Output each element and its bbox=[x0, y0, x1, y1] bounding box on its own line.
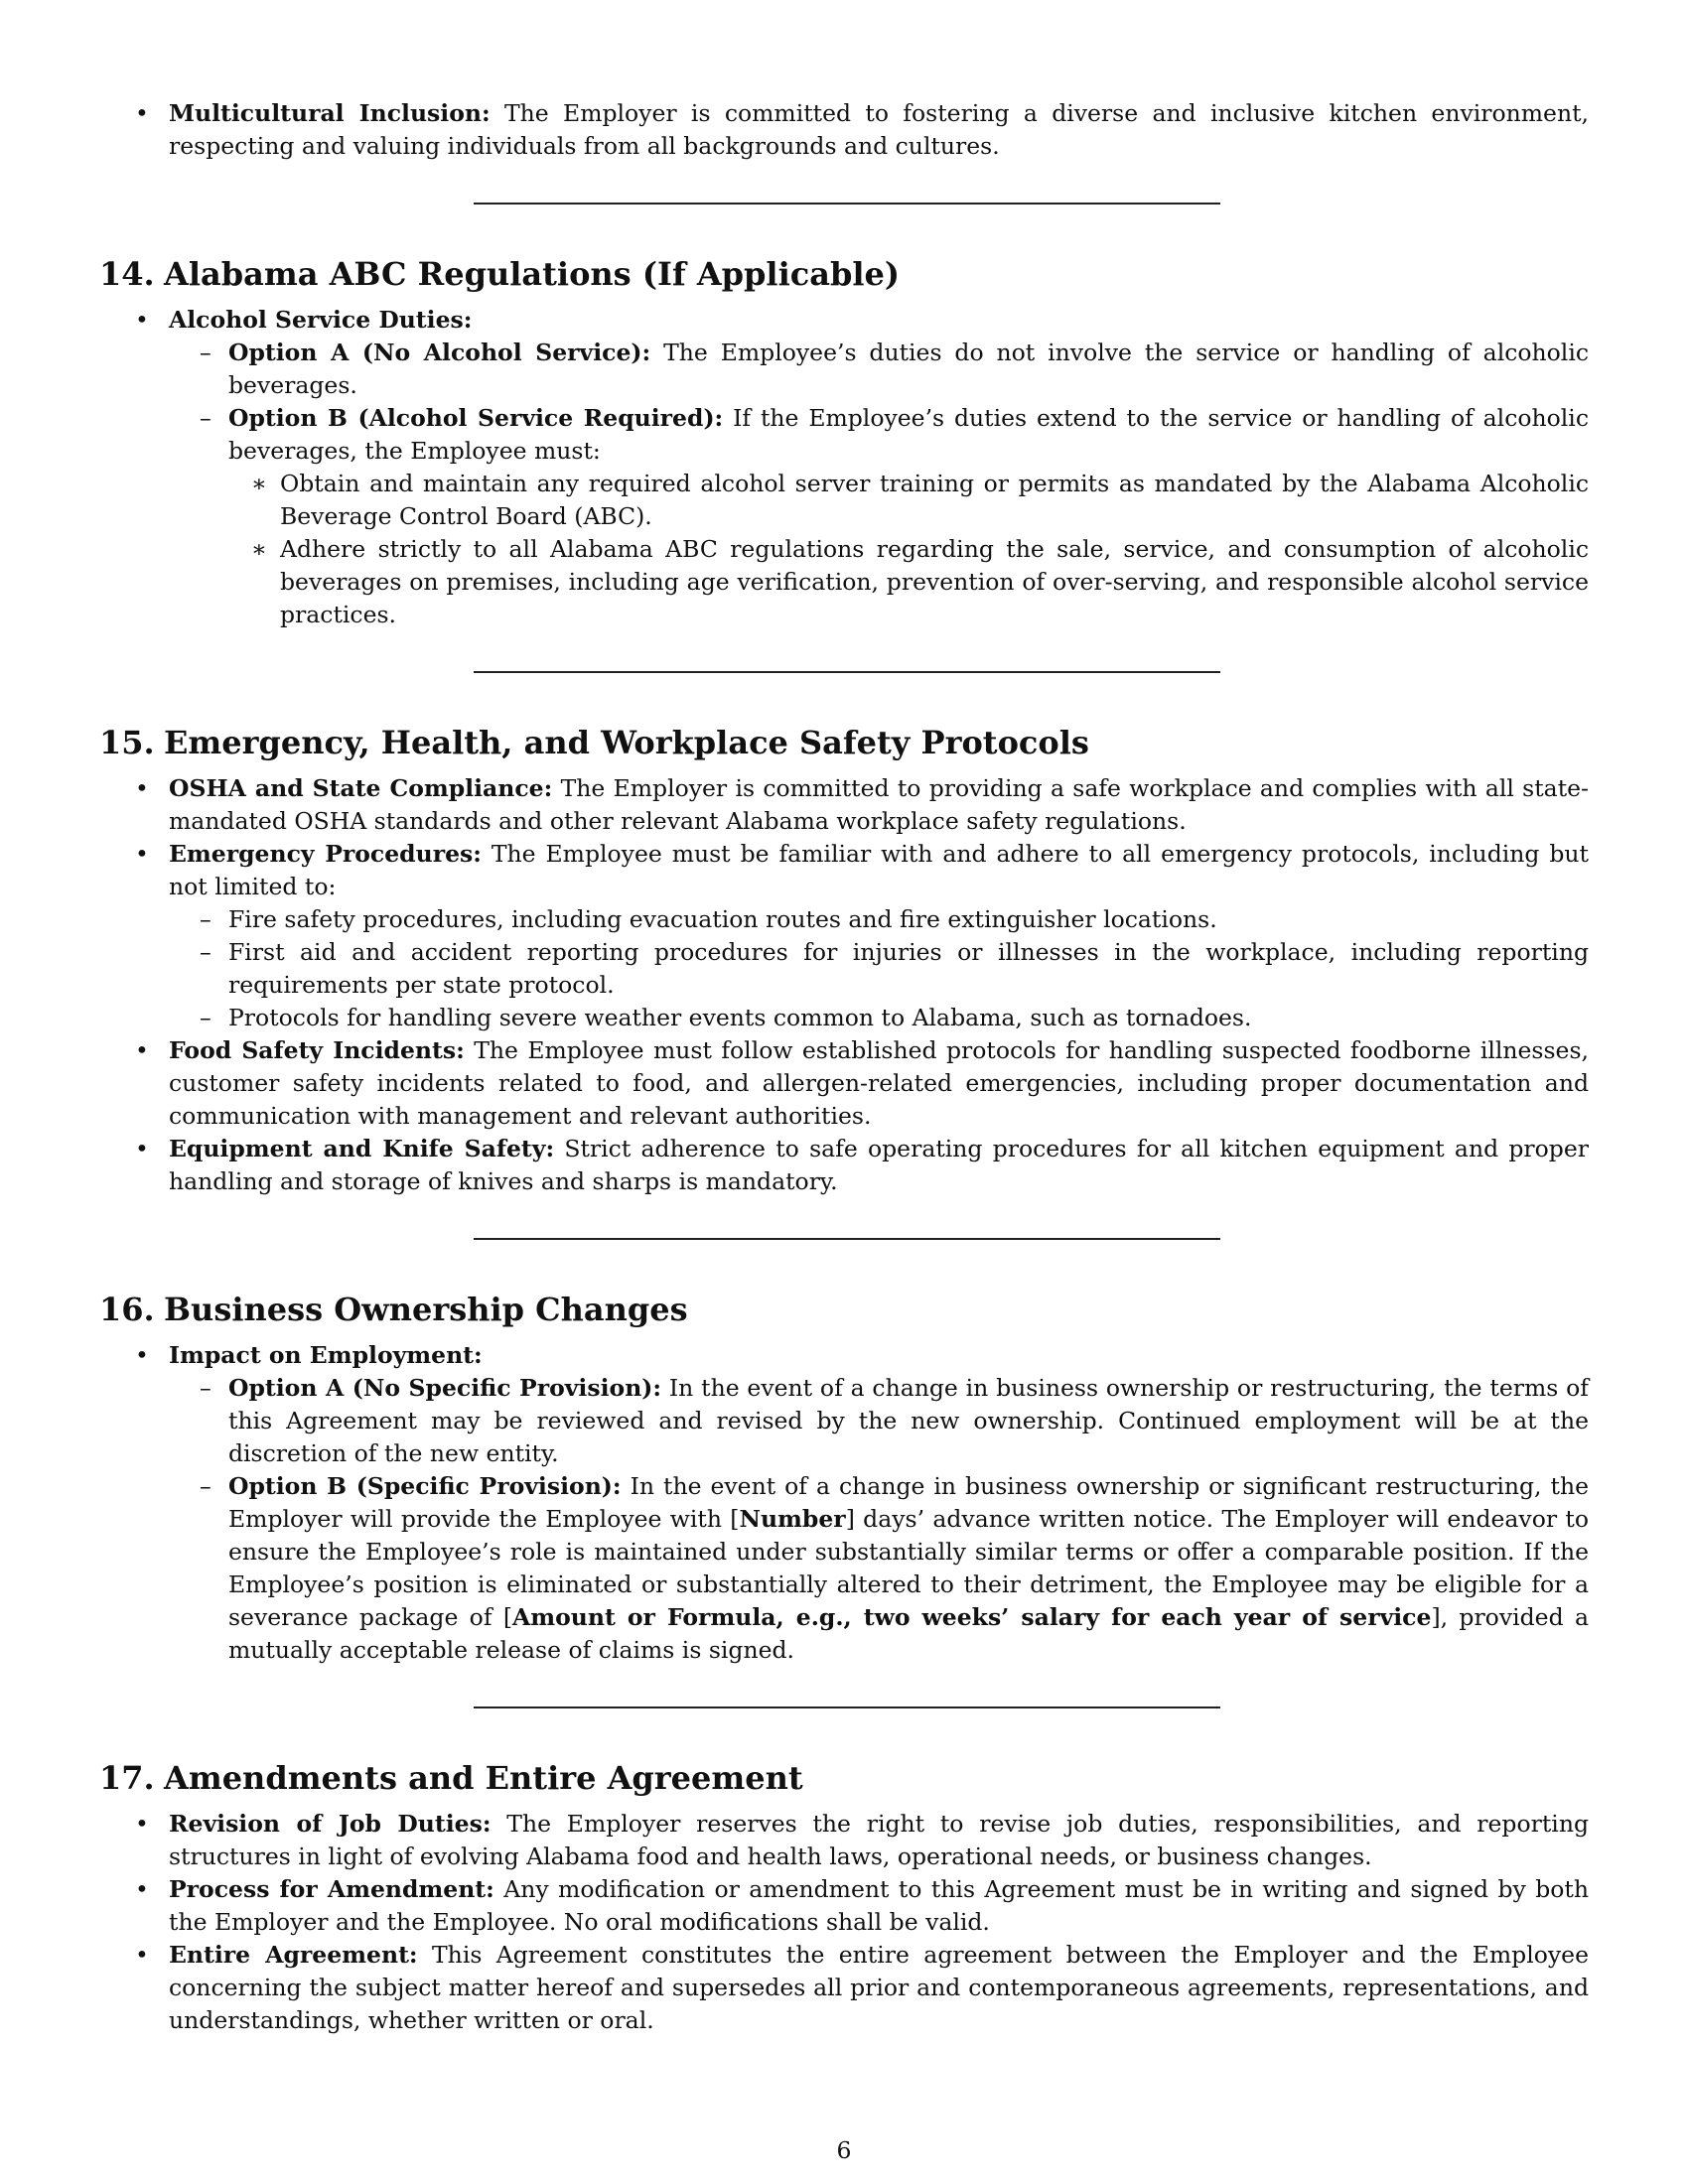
item-label: Process for Amendment: bbox=[169, 1875, 494, 1903]
item-text: In the event of a change in business ownership or significant restructuring, the Employer will provide the Employee with [ bbox=[228, 1472, 1589, 1533]
list-item bbox=[169, 337, 1589, 402]
item-text: In the event of a change in business ownership or restructuring, the terms of this Agreement may be reviewed and revised by the new ownership. Continued employment will be at the discretion of the new entity. bbox=[228, 1374, 1589, 1467]
section-number: 15. bbox=[99, 724, 155, 761]
item-label: Impact on Employment: bbox=[169, 1341, 483, 1369]
placeholder-amount: Amount or Formula, e.g., two weeks’ salary for each year of service bbox=[512, 1603, 1432, 1631]
item-label: Revision of Job Duties: bbox=[169, 1810, 492, 1838]
list-item bbox=[99, 1873, 1589, 1939]
list-item: – Fire safety procedures, including evacuation routes and fire extinguisher locations. bbox=[169, 903, 1589, 936]
list-item: – First aid and accident reporting procedures for injuries or illnesses in the workplace, including reporting requirements per state protocol. bbox=[169, 936, 1589, 1002]
item-label: Entire Agreement: bbox=[169, 1941, 418, 1969]
item-label: Option B (Alcohol Service Required): bbox=[228, 404, 724, 432]
item-text: The Employee’s duties do not involve the service or handling of alcoholic beverages. bbox=[228, 339, 1589, 399]
multicultural-list bbox=[99, 97, 1589, 163]
list-item bbox=[99, 772, 1589, 838]
list-item bbox=[169, 1372, 1589, 1470]
section-number: 16. bbox=[99, 1291, 155, 1328]
section-divider bbox=[474, 203, 1220, 205]
item-text: The Employee must follow established protocols for handling suspected foodborne illnesses, customer safety incidents related to food, and allergen-related emergencies, including proper documentation and communication with management and relevant authorities. bbox=[169, 1036, 1589, 1130]
list-item bbox=[99, 1034, 1589, 1133]
list-item bbox=[99, 1939, 1589, 2037]
section-heading bbox=[99, 254, 1589, 294]
section-17-list bbox=[99, 1808, 1589, 2037]
item-text: The Employer is committed to providing a safe workplace and complies with all state-mandated OSHA standards and other relevant Alabama workplace safety regulations. bbox=[169, 774, 1589, 835]
page-number: 6 bbox=[836, 2136, 852, 2164]
list-item bbox=[99, 838, 1589, 1034]
requirement-list bbox=[228, 468, 1589, 631]
section-17 bbox=[99, 1758, 1589, 2037]
list-item: ∗ Obtain and maintain any required alcohol server training or permits as mandated by the Alabama Alcoholic Beverage Control Board (ABC). bbox=[228, 468, 1589, 533]
section-title: Alabama ABC Regulations (If Applicable) bbox=[164, 255, 900, 293]
section-15 bbox=[99, 723, 1589, 1198]
list-item bbox=[99, 1808, 1589, 1873]
placeholder-number: Number bbox=[739, 1505, 846, 1533]
section-14 bbox=[99, 254, 1589, 631]
section-divider bbox=[474, 1706, 1220, 1708]
section-divider bbox=[474, 1238, 1220, 1240]
section-heading bbox=[99, 1758, 1589, 1798]
section-16 bbox=[99, 1290, 1589, 1667]
list-item bbox=[99, 1339, 1589, 1667]
document-body bbox=[99, 97, 1589, 2037]
item-text: This Agreement constitutes the entire agreement between the Employer and the Employee concerning the subject matter hereof and supersedes all prior and contemporaneous agreements, representations, and understandings, whether written or oral. bbox=[169, 1941, 1589, 2034]
list-item bbox=[99, 1133, 1589, 1198]
item-text: The Employer reserves the right to revise job duties, responsibilities, and reporting structures in light of evolving Alabama food and health laws, operational needs, or business changes. bbox=[169, 1810, 1589, 1870]
section-15-list bbox=[99, 772, 1589, 1198]
list-item: – Protocols for handling severe weather events common to Alabama, such as tornadoes. bbox=[169, 1002, 1589, 1034]
option-list bbox=[169, 337, 1589, 631]
list-item bbox=[99, 97, 1589, 163]
list-item bbox=[99, 304, 1589, 631]
item-label: Option A (No Alcohol Service): bbox=[228, 339, 651, 366]
section-number: 14. bbox=[99, 255, 155, 293]
list-item: ∗ Adhere strictly to all Alabama ABC regulations regarding the sale, service, and consumption of alcoholic beverages on premises, including age verification, prevention of over-serving, and responsible alcohol service practices. bbox=[228, 533, 1589, 631]
item-label: Option B (Specific Provision): bbox=[228, 1472, 622, 1500]
item-label: Option A (No Specific Provision): bbox=[228, 1374, 662, 1402]
list-item bbox=[169, 402, 1589, 631]
section-number: 17. bbox=[99, 1759, 155, 1797]
section-title: Business Ownership Changes bbox=[164, 1291, 688, 1328]
item-label: Equipment and Knife Safety: bbox=[169, 1135, 555, 1162]
option-list bbox=[169, 1372, 1589, 1667]
item-text: ], provided a mutually acceptable release of claims is signed. bbox=[228, 1603, 1589, 1664]
section-heading bbox=[99, 723, 1589, 762]
list-item bbox=[169, 1470, 1589, 1667]
item-label: OSHA and State Compliance: bbox=[169, 774, 553, 802]
item-label: Multicultural Inclusion: bbox=[169, 99, 491, 127]
item-text: Strict adherence to safe operating procedures for all kitchen equipment and proper handling and storage of knives and sharps is mandatory. bbox=[169, 1135, 1589, 1195]
section-divider bbox=[474, 671, 1220, 673]
item-label: Food Safety Incidents: bbox=[169, 1036, 465, 1064]
item-text: The Employee must be familiar with and adhere to all emergency protocols, including but not limited to: bbox=[169, 840, 1589, 900]
section-title: Emergency, Health, and Workplace Safety Protocols bbox=[164, 724, 1089, 761]
section-14-list bbox=[99, 304, 1589, 631]
item-label: Alcohol Service Duties: bbox=[169, 306, 473, 334]
item-text: ] days’ advance written notice. The Employer will endeavor to ensure the Employee’s role is maintained under substantially similar terms or offer a comparable position. If the Employee’s position is eliminated or substantially altered to their detriment, the Employee may be eligible for a severance package of [ bbox=[228, 1505, 1590, 1631]
item-text: The Employer is committed to fostering a diverse and inclusive kitchen environment, respecting and valuing individuals from all backgrounds and cultures. bbox=[169, 99, 1590, 160]
item-label: Emergency Procedures: bbox=[169, 840, 482, 868]
section-heading bbox=[99, 1290, 1589, 1329]
item-text: If the Employee’s duties extend to the service or handling of alcoholic beverages, the Employee must: bbox=[228, 404, 1589, 465]
item-text: Any modification or amendment to this Agreement must be in writing and signed by both the Employer and the Employee. No oral modifications shall be valid. bbox=[169, 1875, 1589, 1936]
procedure-list bbox=[169, 903, 1589, 1034]
section-title: Amendments and Entire Agreement bbox=[164, 1759, 803, 1797]
section-16-list bbox=[99, 1339, 1589, 1667]
